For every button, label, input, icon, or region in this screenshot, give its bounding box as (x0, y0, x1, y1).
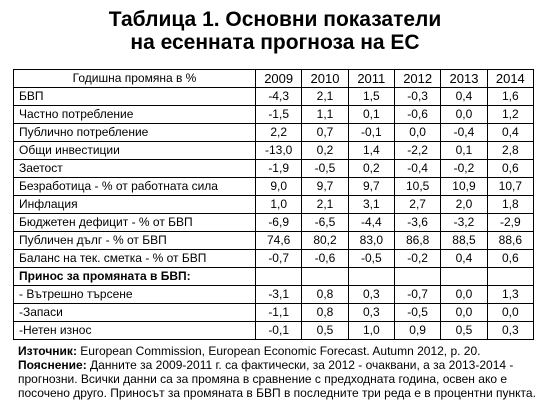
table-row (14, 232, 534, 250)
section-row (14, 268, 534, 286)
row-label: Публичен дълг - % от БВП (14, 232, 256, 250)
table-cell: -2,9 (487, 214, 533, 232)
table-cell: 1,0 (256, 196, 302, 214)
table-cell: 0,0 (441, 106, 487, 124)
table-cell: 0,4 (441, 250, 487, 268)
row-label: -Запаси (14, 304, 256, 322)
row-label: Инфлация (14, 196, 256, 214)
table-cell: 2,2 (256, 124, 302, 142)
table-cell: 2,0 (441, 196, 487, 214)
table-body (14, 88, 534, 340)
row-label: Частно потребление (14, 106, 256, 124)
table-cell: -13,0 (256, 142, 302, 160)
row-label: Заетост (14, 160, 256, 178)
table-cell: -1,9 (256, 160, 302, 178)
table-cell: 0,1 (348, 106, 394, 124)
table-row (14, 142, 534, 160)
table-cell: -0,6 (302, 250, 348, 268)
table-cell: -6,9 (256, 214, 302, 232)
table-cell: 0,0 (487, 304, 533, 322)
table-cell: 88,6 (487, 232, 533, 250)
row-label: Безработица - % от работната сила (14, 178, 256, 196)
table-cell: 9,0 (256, 178, 302, 196)
table-cell: -3,6 (394, 214, 440, 232)
table-cell: 2,1 (302, 88, 348, 106)
explanation-text: Данните за 2009-2011 г. са фактически, за 2012 - очаквани, а за 2013-2014 - прогнозни. Всички данни са за промяна в сравнение с предходната година, освен ако е посочено друго. Приносът за промяната в БВП в последните три реда е в процентни пункта. (18, 358, 536, 400)
indicators-table (13, 69, 534, 340)
year-header: 2013 (441, 70, 487, 88)
table-cell: -4,3 (256, 88, 302, 106)
table-cell: -2,2 (394, 142, 440, 160)
table-row (14, 214, 534, 232)
table-header-row (14, 70, 534, 88)
table-cell: -0,4 (441, 124, 487, 142)
table-row (14, 304, 534, 322)
source-text: European Commission, European Economic Forecast. Autumn 2012, p. 20. (76, 344, 481, 358)
row-label: Публично потребление (14, 124, 256, 142)
table-cell: 1,5 (348, 88, 394, 106)
row-label: - Вътрешно търсене (14, 286, 256, 304)
table-cell: -0,3 (394, 88, 440, 106)
table-cell: 0,2 (302, 142, 348, 160)
header-label: Годишна промяна в % (14, 70, 256, 88)
table-cell: -0,7 (256, 250, 302, 268)
table-cell: 2,1 (302, 196, 348, 214)
table-cell: -3,1 (256, 286, 302, 304)
table-cell: 0,8 (302, 304, 348, 322)
table-cell: 10,5 (394, 178, 440, 196)
table-cell: 0,5 (302, 322, 348, 340)
empty-cell (256, 268, 302, 286)
table-cell: 0,5 (441, 322, 487, 340)
explanation-note (18, 358, 537, 400)
table-cell: 10,7 (487, 178, 533, 196)
table-cell: 0,7 (302, 124, 348, 142)
empty-cell (441, 268, 487, 286)
table-cell: 80,2 (302, 232, 348, 250)
year-header: 2012 (394, 70, 440, 88)
row-label: -Нетен износ (14, 322, 256, 340)
table-cell: 0,4 (441, 88, 487, 106)
table-cell: -0,5 (302, 160, 348, 178)
table-cell: 88,5 (441, 232, 487, 250)
empty-cell (348, 268, 394, 286)
table-cell: 0,2 (348, 160, 394, 178)
table-row (14, 250, 534, 268)
table-cell: 0,8 (302, 286, 348, 304)
table-cell: -0,5 (394, 304, 440, 322)
table-row (14, 106, 534, 124)
table-cell: 1,2 (487, 106, 533, 124)
table-cell: 0,9 (394, 322, 440, 340)
table-cell: -0,6 (394, 106, 440, 124)
table-cell: 2,8 (487, 142, 533, 160)
table-cell: 0,0 (394, 124, 440, 142)
table-cell: 83,0 (348, 232, 394, 250)
table-cell: -0,2 (394, 250, 440, 268)
section-label: Принос за промяната в БВП: (14, 268, 256, 286)
table-cell: 9,7 (348, 178, 394, 196)
title-line-2: на есенната прогноза на ЕС (130, 31, 420, 54)
table-row (14, 286, 534, 304)
year-header: 2009 (256, 70, 302, 88)
row-label: БВП (14, 88, 256, 106)
table-cell: 0,3 (348, 304, 394, 322)
table-cell: -6,5 (302, 214, 348, 232)
table-cell: -0,2 (441, 160, 487, 178)
empty-cell (394, 268, 440, 286)
table-cell: 1,0 (348, 322, 394, 340)
table-cell: 1,4 (348, 142, 394, 160)
table-cell: 2,7 (394, 196, 440, 214)
table-cell: 0,3 (348, 286, 394, 304)
table-cell: 0,6 (487, 250, 533, 268)
year-header: 2010 (302, 70, 348, 88)
table-cell: -3,2 (441, 214, 487, 232)
year-header: 2014 (487, 70, 533, 88)
table-cell: 3,1 (348, 196, 394, 214)
table-row (14, 124, 534, 142)
source-label: Източник: (18, 344, 77, 358)
table-cell: 1,8 (487, 196, 533, 214)
table-row (14, 196, 534, 214)
empty-cell (302, 268, 348, 286)
notes (18, 344, 537, 400)
source-note (18, 344, 537, 358)
table-cell: -0,1 (256, 322, 302, 340)
table-row (14, 178, 534, 196)
table-cell: -1,5 (256, 106, 302, 124)
table-cell: 10,9 (441, 178, 487, 196)
table-row (14, 322, 534, 340)
table-cell: 1,3 (487, 286, 533, 304)
table-cell: 9,7 (302, 178, 348, 196)
year-header: 2011 (348, 70, 394, 88)
table-cell: -0,5 (348, 250, 394, 268)
row-label: Общи инвестиции (14, 142, 256, 160)
title-line-1: Таблица 1. Основни показатели (108, 8, 442, 31)
table-cell: -4,4 (348, 214, 394, 232)
explanation-label: Пояснение: (18, 358, 87, 372)
table-cell: -0,1 (348, 124, 394, 142)
table-cell: 74,6 (256, 232, 302, 250)
table-cell: 0,1 (441, 142, 487, 160)
row-label: Баланс на тек. сметка - % от БВП (14, 250, 256, 268)
empty-cell (487, 268, 533, 286)
table-cell: 1,1 (302, 106, 348, 124)
table-cell: 86,8 (394, 232, 440, 250)
table-cell: 0,3 (487, 322, 533, 340)
table-cell: 0,6 (487, 160, 533, 178)
table-cell: 0,4 (487, 124, 533, 142)
table-row (14, 160, 534, 178)
table-cell: -0,7 (394, 286, 440, 304)
table-cell: 1,6 (487, 88, 533, 106)
row-label: Бюджетен дефицит - % от БВП (14, 214, 256, 232)
table-cell: -1,1 (256, 304, 302, 322)
table-cell: -0,4 (394, 160, 440, 178)
table-row (14, 88, 534, 106)
table-cell: 0,0 (441, 304, 487, 322)
page-title (0, 0, 550, 54)
table-cell: 0,0 (441, 286, 487, 304)
